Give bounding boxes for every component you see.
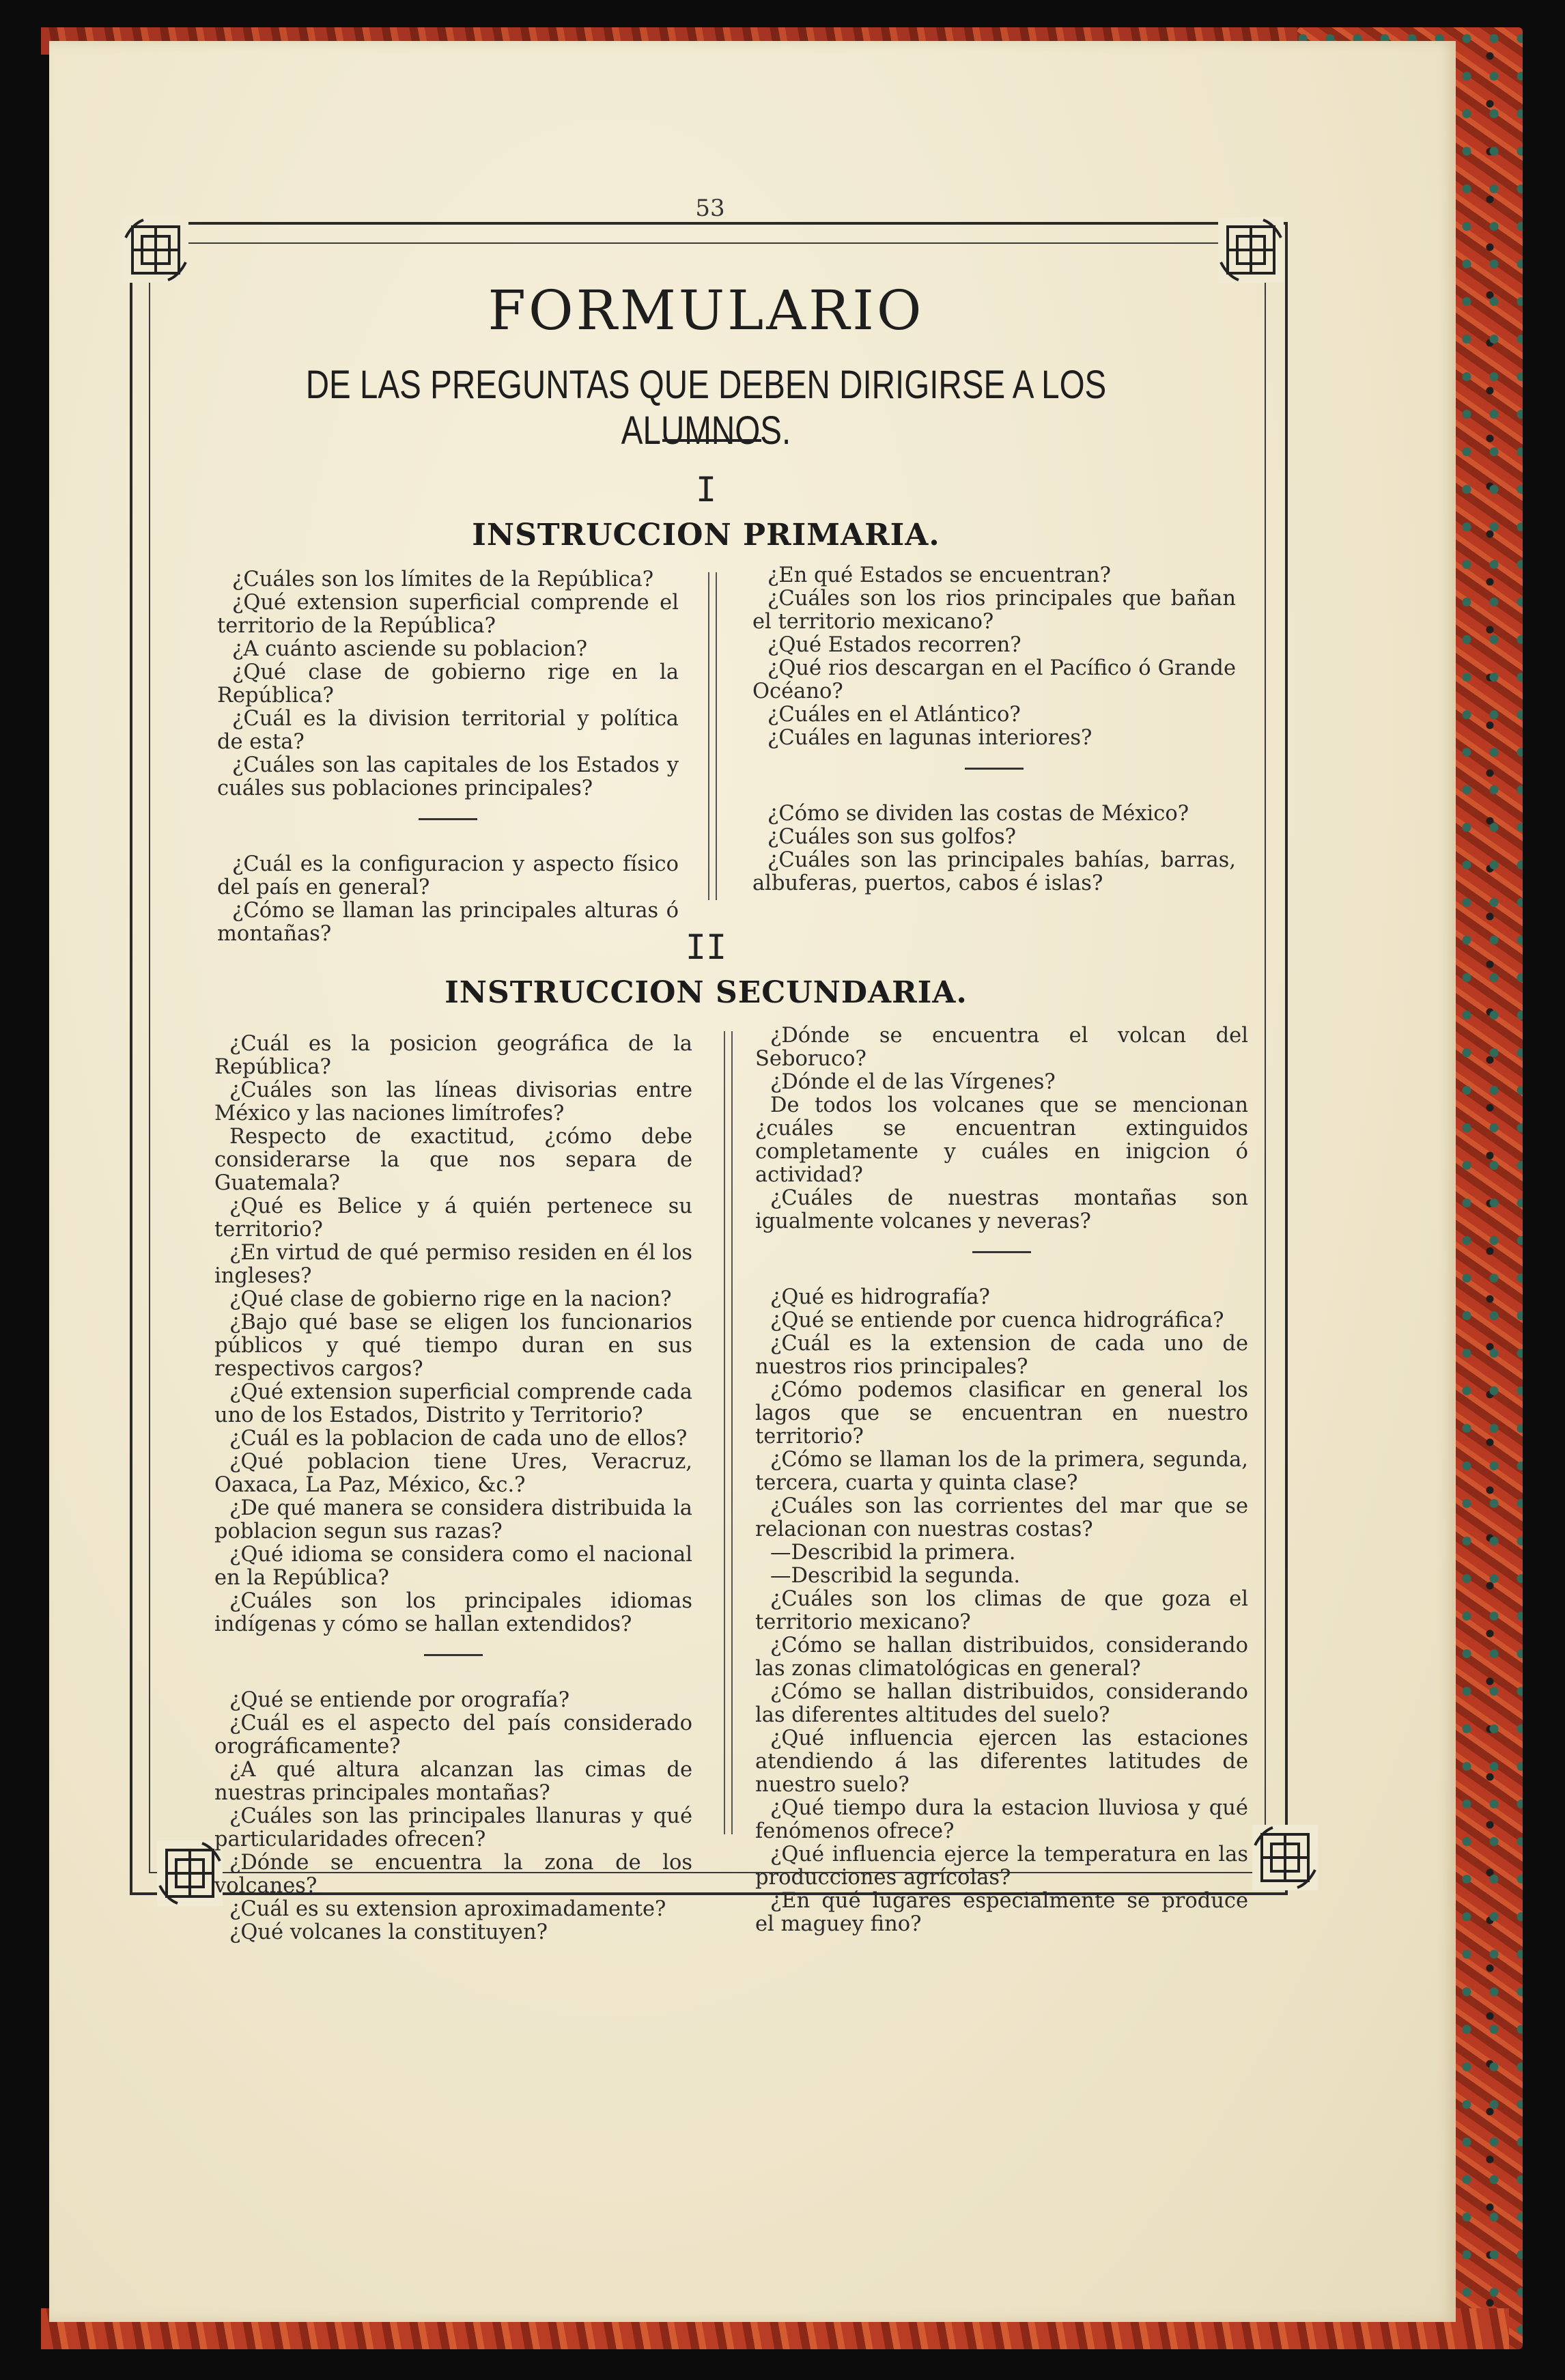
question: ¿En qué lugares especialmente se produce el maguey fino? (755, 1889, 1248, 1936)
question: ¿Cuál es el aspecto del país considerado orográficamente? (214, 1711, 692, 1759)
question: ¿Cómo se dividen las costas de México? (767, 802, 1189, 826)
question: De todos los volcanes que se mencionan ¿cuáles se encuentran extinguidos completamente y cuáles en inigcion ó actividad? (755, 1093, 1248, 1187)
question: ¿Cuál es su extension aproximadamente? (229, 1897, 666, 1921)
question: ¿Cómo se llaman los de la primera, segunda, tercera, cuarta y quinta clase? (755, 1448, 1248, 1495)
question: ¿En virtud de qué permiso residen en él los ingleses? (214, 1241, 692, 1288)
column-divider-rule (419, 818, 477, 820)
section-1-numeral: I (695, 470, 717, 509)
question: ¿Cuáles son las líneas divisorias entre México y las naciones limítrofes? (214, 1078, 692, 1125)
question: ¿Cuál es la division territorial y política de esta? (217, 707, 679, 754)
question: Respecto de exactitud, ¿cómo debe considerarse la que nos separa de Guatemala? (214, 1125, 692, 1195)
question: ¿Cuáles son sus golfos? (767, 825, 1016, 849)
corner-ornament-bottom-left (157, 1840, 223, 1906)
section-1-right-column (752, 564, 1236, 895)
question: ¿Cuáles son los límites de la República? (232, 568, 654, 591)
question: ¿Cuáles en el Atlántico? (767, 703, 1021, 727)
question: ¿Cómo se hallan distribuidos, considerando las diferentes altitudes del suelo? (755, 1680, 1248, 1727)
question: ¿De qué manera se considera distribuida la poblacion segun sus razas? (214, 1496, 692, 1543)
question: ¿Qué clase de gobierno rige en la República? (217, 660, 679, 708)
question: ¿Bajo qué base se eligen los funcionarios públicos y qué tiempo duran en sus respectivos cargos? (214, 1311, 692, 1381)
question: ¿Cuáles son las principales bahías, barras, albuferas, puertos, cabos é islas? (752, 848, 1236, 895)
document-subtitle: DE LAS PREGUNTAS QUE DEBEN DIRIGIRSE A LOS ALUMNOS. (305, 363, 1107, 453)
corner-ornament-bottom-right (1252, 1825, 1318, 1890)
question: ¿Qué tiempo dura la estacion lluviosa y qué fenómenos ofrece? (755, 1796, 1248, 1843)
question: ¿Qué rios descargan en el Pacífico ó Grande Océano? (752, 656, 1236, 703)
question: ¿Cuáles en lagunas interiores? (767, 726, 1092, 750)
section-1-heading: INSTRUCCION PRIMARIA. (472, 518, 940, 552)
question: ¿Qué idioma se considera como el nacional en la República? (214, 1543, 692, 1590)
question: ¿Cuáles de nuestras montañas son igualmente volcanes y neveras? (755, 1186, 1248, 1233)
question: ¿Qué es Belice y á quién pertenece su territorio? (214, 1194, 692, 1242)
question: —Describid la segunda. (770, 1564, 1021, 1588)
page-number: 53 (695, 195, 725, 222)
column-divider-rule (424, 1654, 483, 1656)
question: ¿Cuál es la extension de cada uno de nuestros rios principales? (755, 1332, 1248, 1379)
question: ¿Cuáles son las corrientes del mar que se relacionan con nuestras costas? (755, 1494, 1248, 1541)
question: ¿Cuáles son las principales llanuras y qué particularidades ofrecen? (214, 1804, 692, 1851)
question: ¿Cuáles son las capitales de los Estados y cuáles sus poblaciones principales? (217, 753, 679, 800)
question: ¿Qué influencia ejercen las estaciones atendiendo á las diferentes latitudes de nuestro suelo? (755, 1726, 1248, 1797)
column-separator (708, 572, 717, 900)
question: ¿Cuáles son los climas de que goza el territorio mexicano? (755, 1587, 1248, 1634)
question: ¿Cuál es la configuracion y aspecto físico del país en general? (217, 852, 679, 899)
question: ¿Qué es hidrografía? (770, 1285, 990, 1309)
question: ¿Qué clase de gobierno rige en la nacion? (229, 1287, 672, 1311)
question: ¿Cuáles son los principales idiomas indígenas y cómo se hallan extendidos? (214, 1589, 692, 1636)
question: ¿A cuánto asciende su poblacion? (232, 637, 588, 661)
section-2-right-column (755, 1024, 1248, 1936)
question: ¿En qué Estados se encuentran? (767, 563, 1111, 587)
section-2-heading: INSTRUCCION SECUNDARIA. (445, 975, 968, 1010)
corner-ornament-top-left (123, 217, 188, 283)
question: ¿A qué altura alcanzan las cimas de nuestras principales montañas? (214, 1758, 692, 1805)
question: ¿Dónde se encuentra el volcan del Seboruco? (755, 1024, 1248, 1071)
question: ¿Dónde el de las Vírgenes? (770, 1070, 1056, 1094)
question: ¿Cuáles son los rios principales que bañan el territorio mexicano? (752, 587, 1236, 634)
question: ¿Cuál es la poblacion de cada uno de ellos? (229, 1427, 688, 1451)
question: ¿Cómo se llaman las principales alturas ó montañas? (217, 899, 679, 946)
question: ¿Cómo podemos clasificar en general los lagos que se encuentran en nuestro territorio? (755, 1378, 1248, 1448)
document-title: FORMULARIO (488, 279, 925, 342)
section-2-numeral: II (685, 927, 727, 967)
column-separator (724, 1031, 733, 1834)
question: ¿Qué se entiende por cuenca hidrográfica? (770, 1308, 1224, 1332)
title-rule (662, 439, 761, 442)
question: ¿Qué influencia ejerce la temperatura en las producciones agrícolas? (755, 1843, 1248, 1890)
question: —Describid la primera. (770, 1541, 1016, 1565)
section-2-left-column (214, 1033, 692, 1944)
question: ¿Qué volcanes la constituyen? (229, 1920, 548, 1944)
corner-ornament-top-right (1218, 217, 1284, 283)
question: ¿Qué poblacion tiene Ures, Veracruz, Oaxaca, La Paz, México, &c.? (214, 1450, 692, 1497)
question: ¿Qué extension superficial comprende cada uno de los Estados, Distrito y Territorio? (214, 1380, 692, 1427)
question: ¿Qué Estados recorren? (767, 633, 1021, 657)
question: ¿Cómo se hallan distribuidos, considerando las zonas climatológicas en general? (755, 1634, 1248, 1681)
column-divider-rule (965, 768, 1024, 770)
question: ¿Cuál es la posicion geográfica de la República? (214, 1032, 692, 1079)
question: ¿Qué se entiende por orografía? (229, 1688, 570, 1712)
question: ¿Dónde se encuentra la zona de los volcanes? (214, 1851, 692, 1898)
question: ¿Qué extension superficial comprende el territorio de la República? (217, 591, 679, 638)
column-divider-rule (972, 1251, 1031, 1253)
section-1-left-column (217, 568, 679, 946)
